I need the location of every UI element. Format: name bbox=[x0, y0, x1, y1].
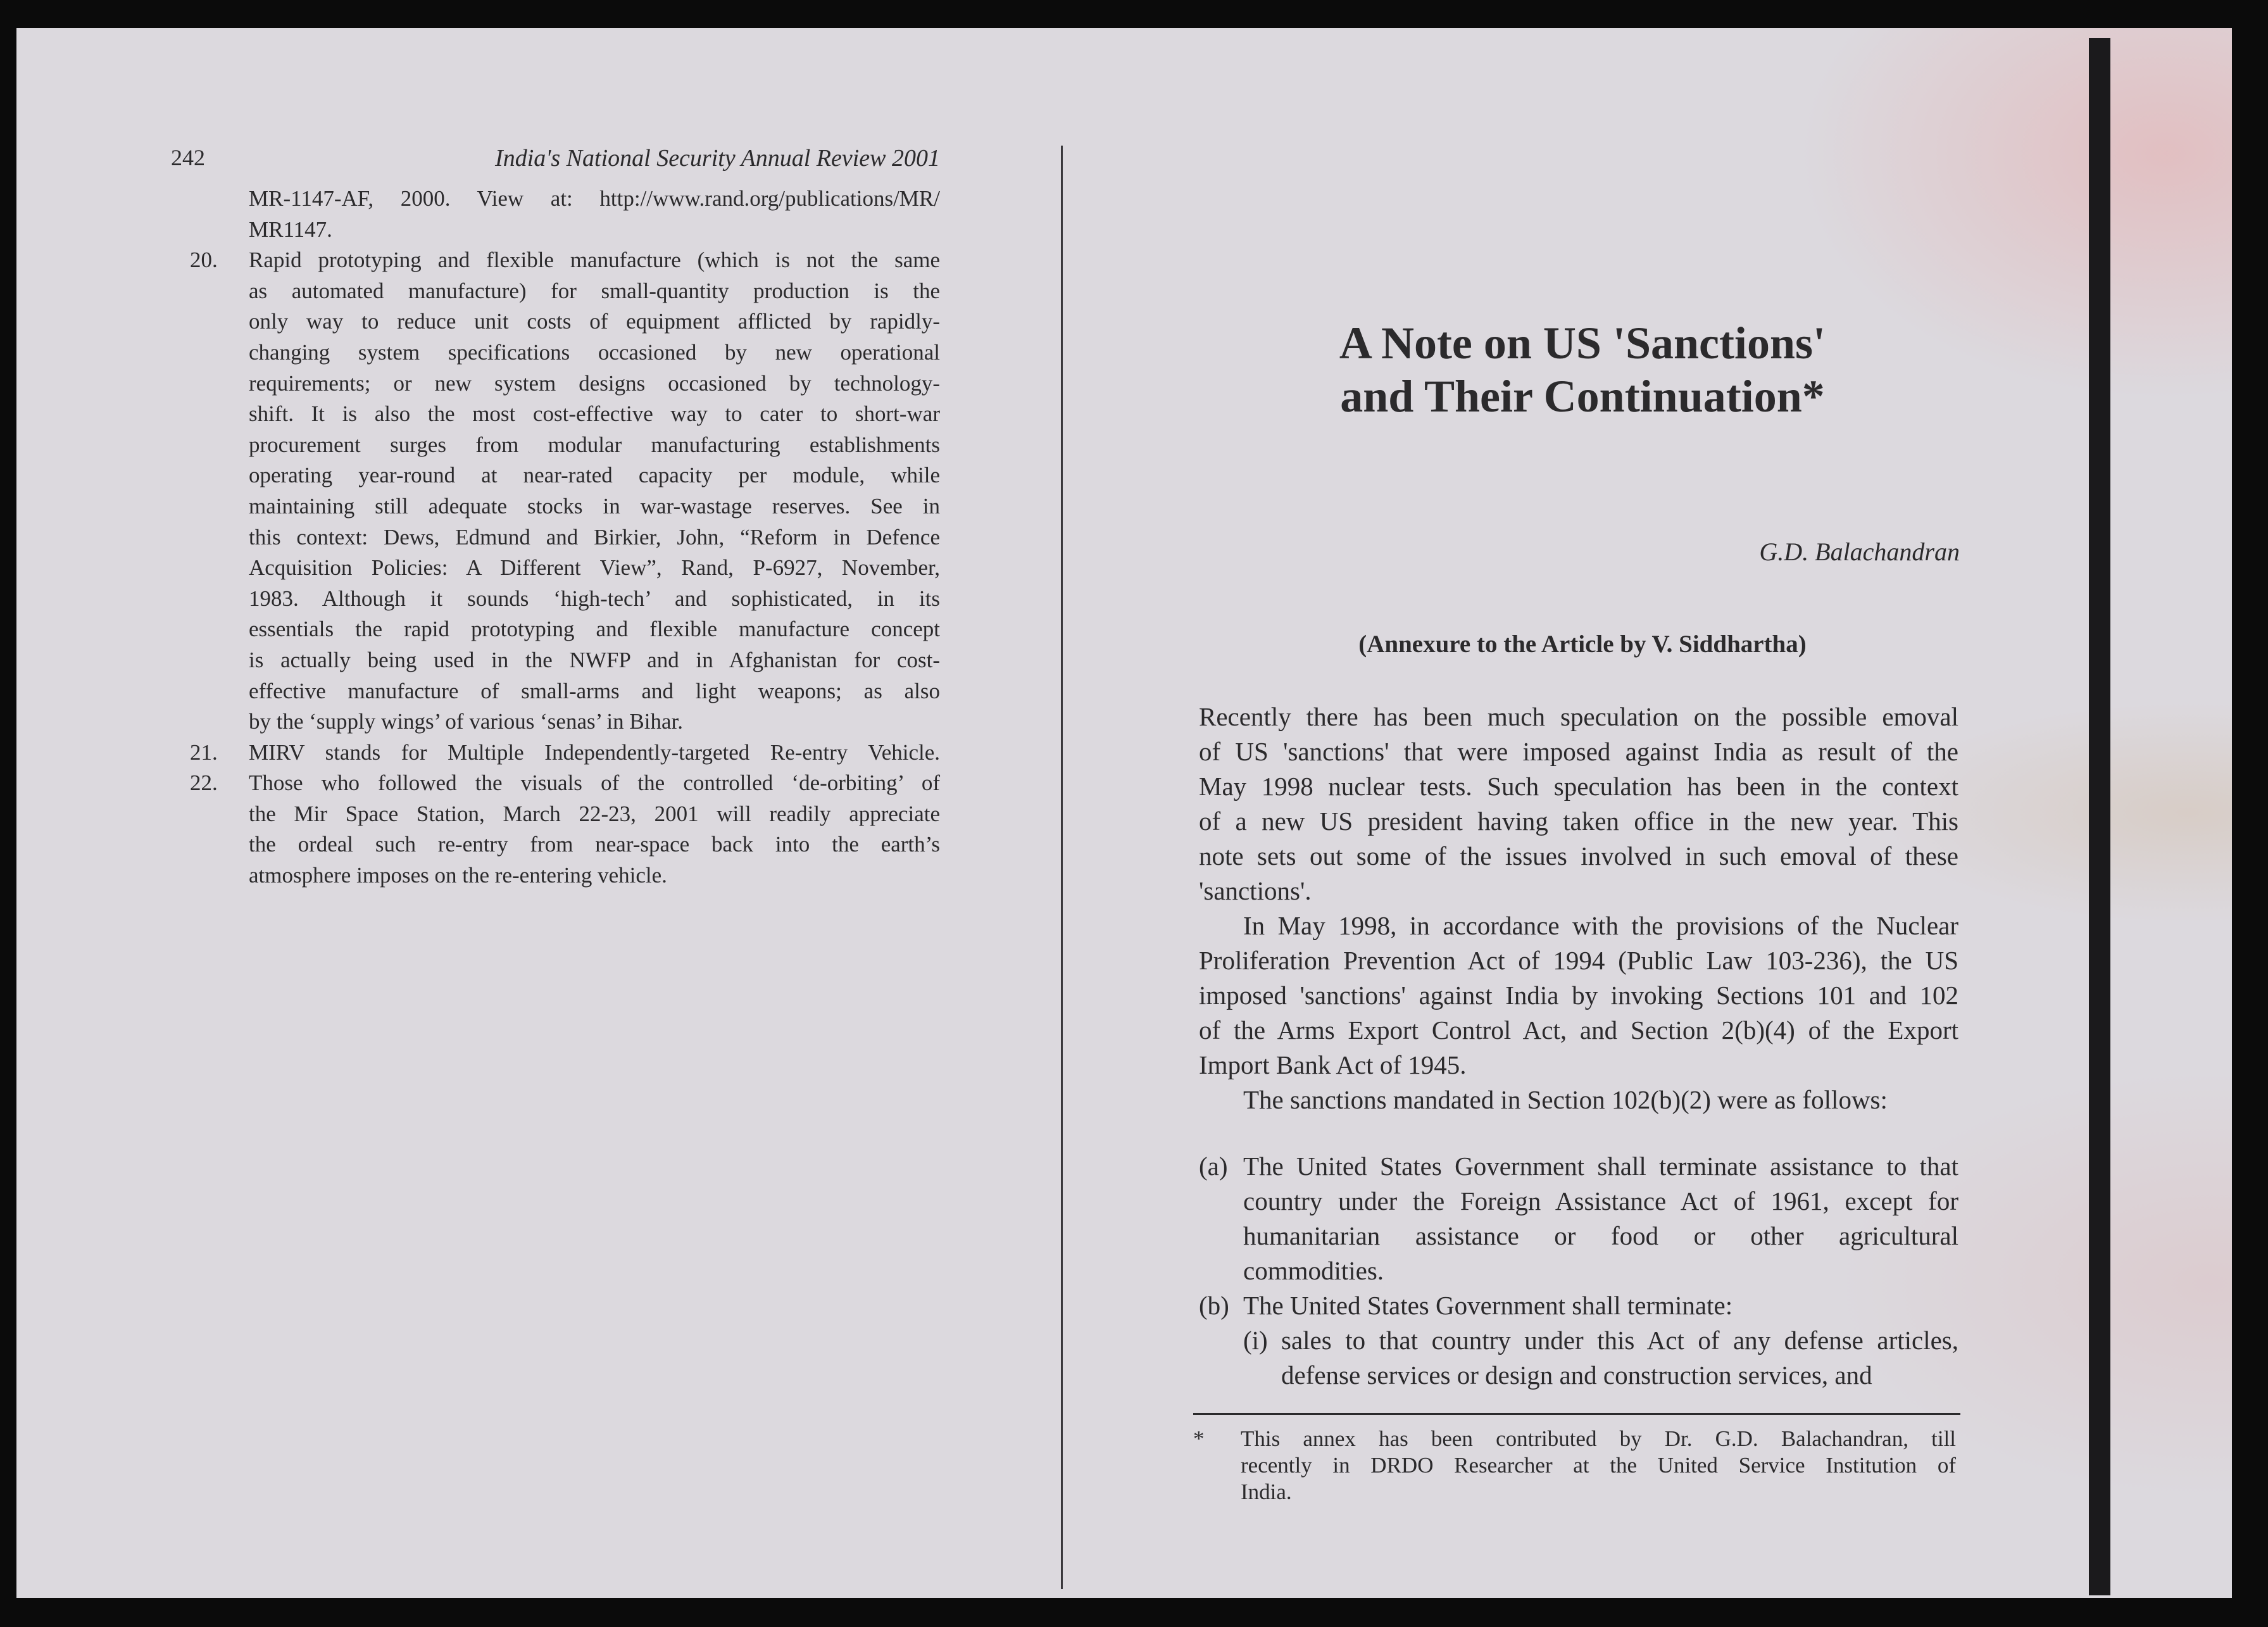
article-title bbox=[1203, 317, 1962, 423]
footnote-text: recently in DRDO Researcher at the United Service Institution of bbox=[1241, 1453, 1956, 1478]
endnote-line bbox=[177, 799, 940, 830]
endnote-text: procurement surges from modular manufacturing establishments bbox=[249, 432, 940, 457]
body-text: defense services or design and construction services, and bbox=[1281, 1360, 1872, 1390]
endnote-text: effective manufacture of small-arms and light weapons; as also bbox=[249, 678, 940, 703]
body-line bbox=[1199, 1013, 1958, 1048]
endnote-number: 22. bbox=[190, 770, 218, 796]
endnote-line bbox=[177, 738, 940, 769]
body-line bbox=[1199, 1048, 1958, 1083]
endnote-line bbox=[177, 614, 940, 645]
endnote-text: 1983. Although it sounds ‘high-tech’ and sophisticated, in its bbox=[249, 586, 940, 611]
body-line bbox=[1199, 908, 1958, 943]
scan-edge-bar bbox=[2089, 38, 2110, 1595]
endnote-line bbox=[177, 522, 940, 553]
body-text: sales to that country under this Act of any defense articles, bbox=[1281, 1326, 1958, 1355]
endnote-text: operating year-round at near-rated capacity per module, while bbox=[249, 463, 940, 488]
body-column bbox=[1199, 700, 1958, 1393]
body-text: The United States Government shall terminate: bbox=[1243, 1291, 1733, 1320]
endnote-number: 20. bbox=[190, 248, 218, 273]
endnote-text: changing system specifications occasioned by new operational bbox=[249, 339, 940, 365]
list-label: (b) bbox=[1199, 1291, 1229, 1320]
body-line bbox=[1199, 1253, 1958, 1288]
endnote-number: 21. bbox=[190, 739, 218, 765]
footnote-line bbox=[1193, 1452, 1956, 1479]
body-text: of US 'sanctions' that were imposed against India as result of the bbox=[1199, 737, 1958, 766]
running-head: India's National Security Annual Review 2001 bbox=[495, 145, 940, 172]
endnote-line bbox=[177, 215, 940, 246]
endnote-text: atmosphere imposes on the re-entering vehicle. bbox=[249, 863, 667, 888]
endnote-text: requirements; or new system designs occasioned by technology- bbox=[249, 370, 940, 396]
endnote-line bbox=[177, 306, 940, 337]
endnotes-column bbox=[177, 184, 940, 891]
body-text: of a new US president having taken office in the new year. This bbox=[1199, 807, 1958, 836]
endnote-text: MR-1147-AF, 2000. View at: http://www.rand.org/publications/MR/ bbox=[249, 186, 940, 211]
endnote-text: the ordeal such re-entry from near-space back into the earth’s bbox=[249, 832, 940, 857]
body-text: note sets out some of the issues involved in such emoval of these bbox=[1199, 841, 1958, 870]
body-text: In May 1998, in accordance with the provisions of the Nuclear bbox=[1243, 911, 1958, 940]
book-spine-line bbox=[1061, 146, 1063, 1589]
body-line bbox=[1199, 769, 1958, 804]
endnote-line bbox=[177, 184, 940, 215]
footnote-marker: * bbox=[1193, 1426, 1205, 1451]
body-line bbox=[1199, 734, 1958, 769]
endnote-line bbox=[177, 460, 940, 491]
body-line bbox=[1199, 943, 1958, 978]
body-line bbox=[1199, 804, 1958, 839]
body-line bbox=[1199, 1149, 1958, 1184]
footnote-text: This annex has been contributed by Dr. G.D. Balachandran, till bbox=[1241, 1426, 1956, 1451]
body-text: Import Bank Act of 1945. bbox=[1199, 1050, 1467, 1079]
footnote-text: India. bbox=[1241, 1479, 1292, 1504]
footnote-line bbox=[1193, 1479, 1956, 1505]
body-line bbox=[1199, 1219, 1958, 1253]
endnote-text: essentials the rapid prototyping and flexible manufacture concept bbox=[249, 617, 940, 642]
endnote-text: as automated manufacture) for small-quantity production is the bbox=[249, 278, 940, 303]
body-line bbox=[1199, 839, 1958, 874]
body-line bbox=[1199, 700, 1958, 734]
endnote-text: only way to reduce unit costs of equipment afflicted by rapidly- bbox=[249, 309, 940, 334]
endnote-line bbox=[177, 368, 940, 399]
body-text: Proliferation Prevention Act of 1994 (Public Law 103-236), the US bbox=[1199, 946, 1958, 975]
body-line bbox=[1199, 978, 1958, 1013]
endnote-line bbox=[177, 276, 940, 307]
endnote-line bbox=[177, 860, 940, 891]
endnote-line bbox=[177, 399, 940, 430]
body-text: 'sanctions'. bbox=[1199, 876, 1312, 905]
body-text: commodities. bbox=[1243, 1256, 1384, 1285]
list-label: (a) bbox=[1199, 1152, 1228, 1181]
footnote bbox=[1193, 1426, 1956, 1505]
endnote-text: is actually being used in the NWFP and in Afghanistan for cost- bbox=[249, 647, 940, 672]
body-text: The United States Government shall terminate assistance to that bbox=[1243, 1152, 1958, 1181]
body-text: The sanctions mandated in Section 102(b)(2) were as follows: bbox=[1243, 1085, 1888, 1114]
endnote-line bbox=[177, 768, 940, 799]
endnote-text: the Mir Space Station, March 22-23, 2001 will readily appreciate bbox=[249, 801, 940, 826]
endnote-text: MIRV stands for Multiple Independently-targeted Re-entry Vehicle. bbox=[249, 739, 940, 765]
title-line-2: and Their Continuation* bbox=[1340, 371, 1825, 422]
endnote-line bbox=[177, 337, 940, 368]
body-text: of the Arms Export Control Act, and Section 2(b)(4) of the Export bbox=[1199, 1015, 1958, 1045]
body-line bbox=[1199, 1323, 1958, 1358]
body-line bbox=[1199, 1288, 1958, 1323]
body-line bbox=[1199, 1117, 1958, 1149]
endnote-line bbox=[177, 245, 940, 276]
body-text: country under the Foreign Assistance Act of 1961, except for bbox=[1243, 1186, 1958, 1216]
title-line-1: A Note on US 'Sanctions' bbox=[1339, 318, 1826, 368]
body-line bbox=[1199, 1083, 1958, 1117]
footnote-divider bbox=[1193, 1413, 1960, 1415]
endnote-text: Acquisition Policies: A Different View”, Rand, P-6927, November, bbox=[249, 555, 940, 581]
body-line bbox=[1199, 1358, 1958, 1393]
endnote-text: MR1147. bbox=[249, 217, 332, 242]
endnote-line bbox=[177, 707, 940, 738]
author-name: G.D. Balachandran bbox=[1759, 537, 1960, 566]
endnote-text: maintaining still adequate stocks in war-wastage reserves. See in bbox=[249, 493, 940, 518]
endnote-line bbox=[177, 645, 940, 676]
endnote-text: Those who followed the visuals of the controlled ‘de-orbiting’ of bbox=[249, 770, 940, 796]
body-text: May 1998 nuclear tests. Such speculation has been in the context bbox=[1199, 772, 1958, 801]
endnote-text: shift. It is also the most cost-effective way to cater to short-war bbox=[249, 401, 940, 427]
list-label: (i) bbox=[1243, 1326, 1268, 1355]
endnote-text: by the ‘supply wings’ of various ‘senas’ in Bihar. bbox=[249, 709, 683, 734]
body-line bbox=[1199, 1184, 1958, 1219]
annexure-note: (Annexure to the Article by V. Siddhartha) bbox=[1358, 631, 1807, 658]
endnote-line bbox=[177, 430, 940, 461]
endnote-line bbox=[177, 584, 940, 615]
page-number: 242 bbox=[171, 145, 205, 170]
endnote-line bbox=[177, 829, 940, 860]
body-line bbox=[1199, 874, 1958, 908]
endnote-line bbox=[177, 676, 940, 707]
footnote-line bbox=[1193, 1426, 1956, 1452]
endnote-line bbox=[177, 553, 940, 584]
endnote-line bbox=[177, 491, 940, 522]
body-text: humanitarian assistance or food or other agricultural bbox=[1243, 1221, 1958, 1250]
body-text: imposed 'sanctions' against India by invoking Sections 101 and 102 bbox=[1199, 981, 1958, 1010]
endnote-text: Rapid prototyping and flexible manufacture (which is not the same bbox=[249, 248, 940, 273]
body-text: Recently there has been much speculation on the possible emoval bbox=[1199, 702, 1958, 731]
endnote-text: this context: Dews, Edmund and Birkier, John, “Reform in Defence bbox=[249, 524, 940, 550]
